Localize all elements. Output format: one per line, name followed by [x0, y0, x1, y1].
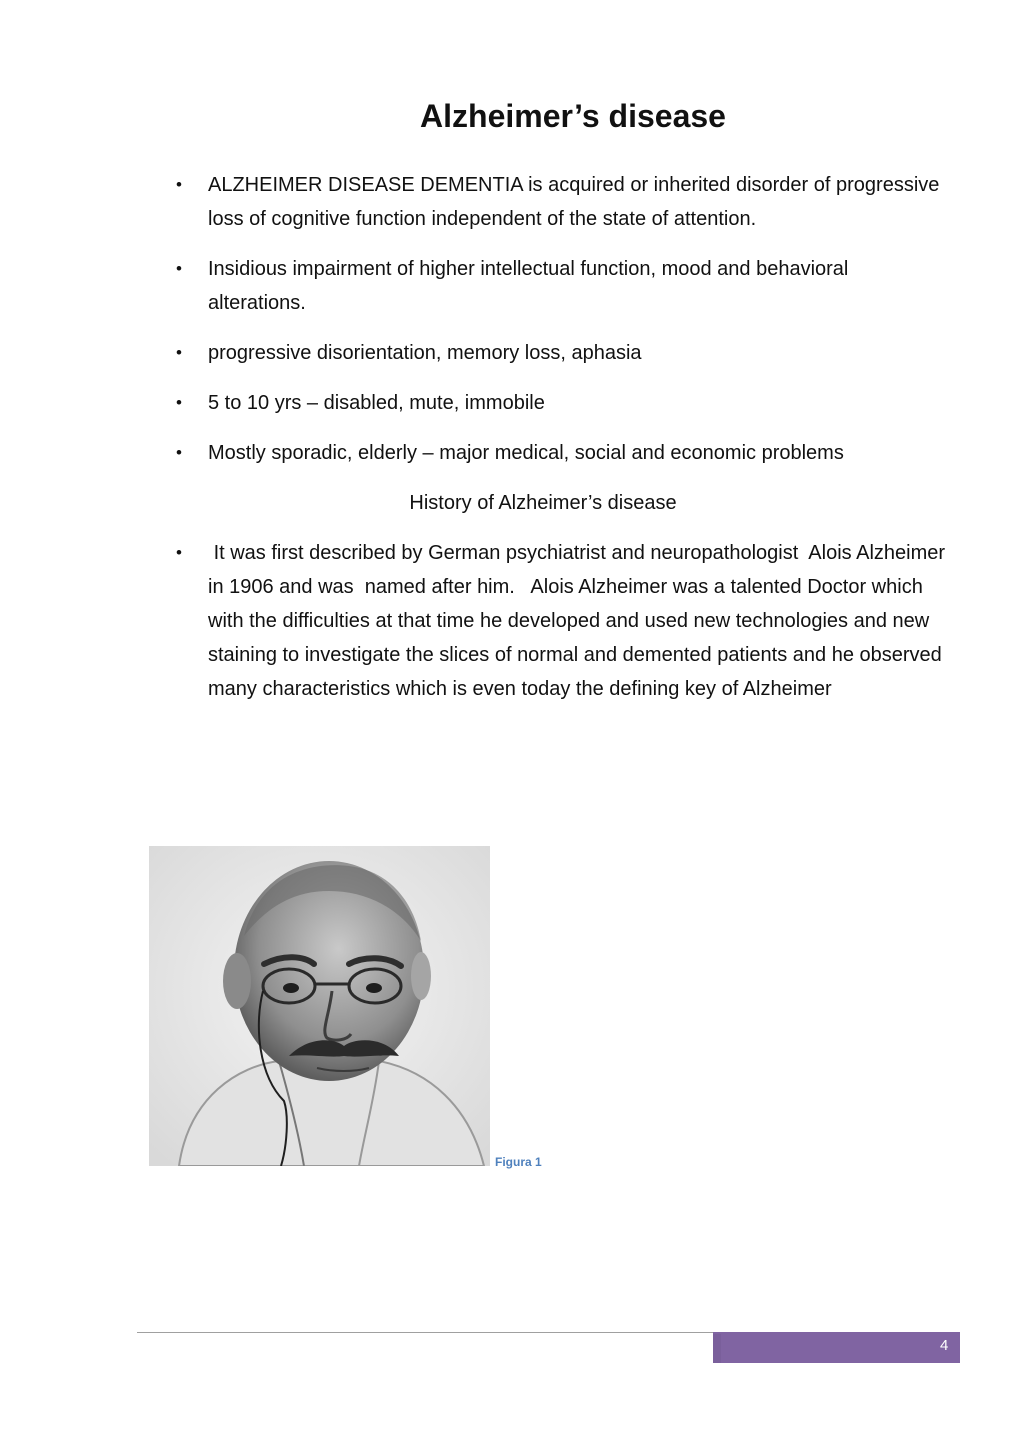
- bullet-icon: •: [176, 443, 182, 462]
- bullet-icon: •: [176, 259, 182, 278]
- list-item: [176, 336, 946, 370]
- list-item: [176, 386, 946, 420]
- bullet-list: [176, 168, 951, 722]
- list-item: [176, 436, 946, 470]
- footer-page-box: [713, 1332, 960, 1363]
- page-number: 4: [940, 1337, 949, 1354]
- portrait-image: [149, 846, 490, 1166]
- figure-caption: Figura 1: [495, 1155, 542, 1169]
- bullet-icon: •: [176, 393, 182, 412]
- bullet-icon: •: [176, 175, 182, 194]
- list-item-text: Mostly sporadic, elderly – major medical, social and economic problems: [208, 442, 844, 464]
- list-item: [176, 536, 951, 706]
- list-item-text: progressive disorientation, memory loss, aphasia: [208, 342, 642, 364]
- list-item-text: Insidious impairment of higher intellectual function, mood and behavioral alterations.: [208, 258, 849, 314]
- bullet-icon: •: [176, 343, 182, 362]
- portrait-illustration: [149, 846, 490, 1166]
- list-item: [176, 252, 946, 320]
- page-title: Alzheimer’s disease: [420, 98, 726, 134]
- list-item-text: ALZHEIMER DISEASE DEMENTIA is acquired or inherited disorder of progressive loss of cognitive function independent of the state of attention.: [208, 174, 940, 230]
- list-item-text: It was first described by German psychiatrist and neuropathologist Alois Alzheimer in 1906 and was named after him. Alois Alzheimer was a talented Doctor which with the difficulties at that time he developed and used new technologies and new staining to investigate the slices of normal and demented patients and he observed many characteristics which is even today the defining key of Alzheimer: [208, 542, 951, 700]
- list-item-text: 5 to 10 yrs – disabled, mute, immobile: [208, 392, 545, 414]
- bullet-icon: •: [176, 543, 182, 562]
- footer-page-box-accent: [713, 1334, 721, 1363]
- list-item: [176, 168, 946, 236]
- history-heading: History of Alzheimer’s disease: [409, 492, 677, 514]
